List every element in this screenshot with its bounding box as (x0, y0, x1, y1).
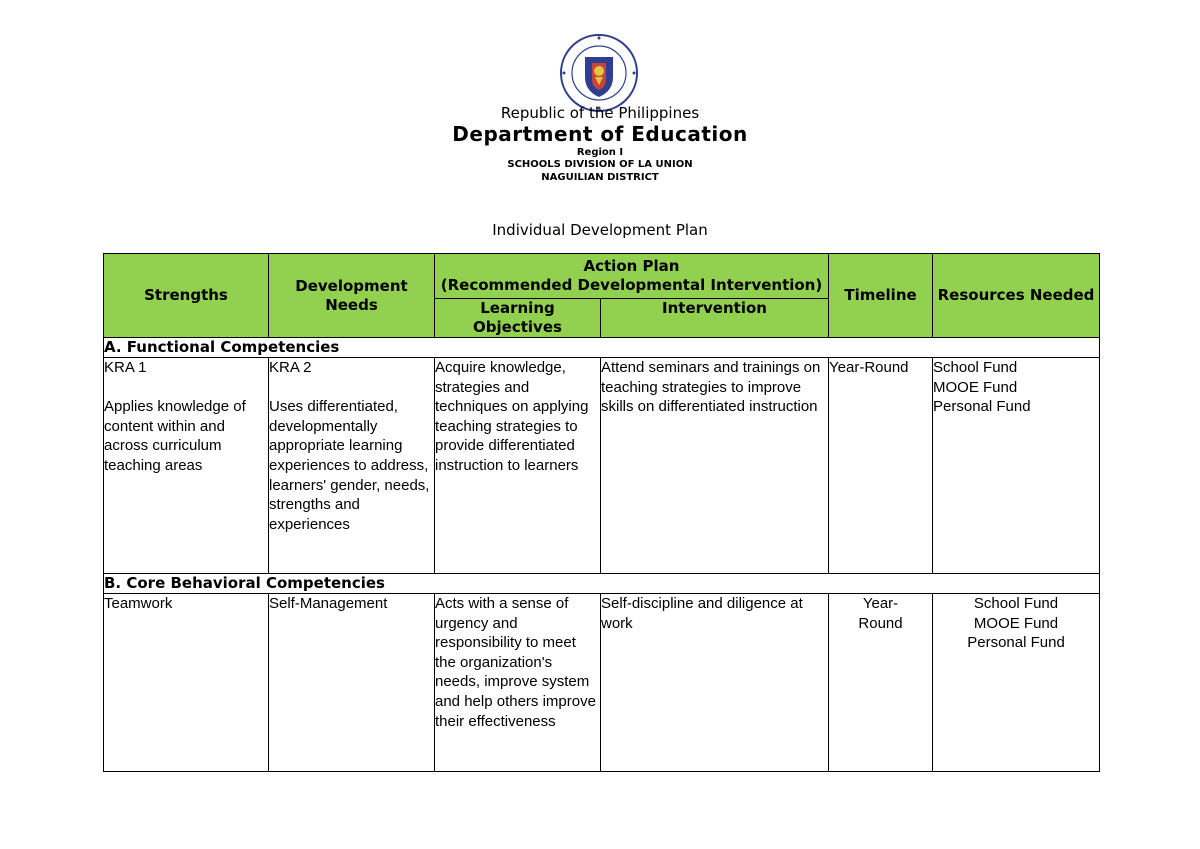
cell-strengths: Teamwork (104, 594, 269, 772)
cell-timeline: Year-Round (829, 358, 933, 574)
table-row (104, 594, 1100, 772)
deped-seal-logo (559, 33, 639, 113)
department-title: Department of Education (452, 122, 748, 146)
cell-development-needs: KRA 2 Uses differentiated, developmentally appropriate learning experiences to address, learners' gender, needs, strengths and experiences (269, 358, 435, 574)
header-action-plan: Action Plan (Recommended Developmental Intervention) (435, 254, 829, 299)
section-row (104, 338, 1100, 358)
cell-resources-needed: School Fund MOOE Fund Personal Fund (933, 594, 1100, 772)
header-timeline: Timeline (829, 254, 933, 338)
table-row (104, 358, 1100, 574)
section-title: B. Core Behavioral Competencies (104, 574, 1100, 594)
division-label: SCHOOLS DIVISION OF LA UNION (507, 159, 693, 170)
table-header-row (104, 254, 1100, 299)
cell-development-needs: Self-Management (269, 594, 435, 772)
district-label: NAGUILIAN DISTRICT (541, 172, 659, 183)
cell-strengths: KRA 1 Applies knowledge of content within and across curriculum teaching areas (104, 358, 269, 574)
header-strengths: Strengths (104, 254, 269, 338)
document-title: Individual Development Plan (492, 221, 708, 239)
cell-intervention: Attend seminars and trainings on teaching strategies to improve skills on differentiated instruction (601, 358, 829, 574)
development-plan-table (103, 253, 1100, 772)
cell-learning-objectives: Acts with a sense of urgency and responsibility to meet the organization's needs, improve system and help others improve their effectiveness (435, 594, 601, 772)
cell-resources-needed: School Fund MOOE Fund Personal Fund (933, 358, 1100, 574)
cell-timeline: Year- Round (829, 594, 933, 772)
cell-learning-objectives: Acquire knowledge, strategies and techniques on applying teaching strategies to provide differentiated instruction to learners (435, 358, 601, 574)
header-learning-objectives: Learning Objectives (435, 299, 601, 338)
section-row (104, 574, 1100, 594)
republic-label: Republic of the Philippines (500, 104, 700, 122)
header-development-needs: Development Needs (269, 254, 435, 338)
section-title: A. Functional Competencies (104, 338, 1100, 358)
header-resources-needed: Resources Needed (933, 254, 1100, 338)
cell-intervention: Self-discipline and diligence at work (601, 594, 829, 772)
header-intervention: Intervention (601, 299, 829, 338)
region-label: Region I (576, 147, 624, 158)
